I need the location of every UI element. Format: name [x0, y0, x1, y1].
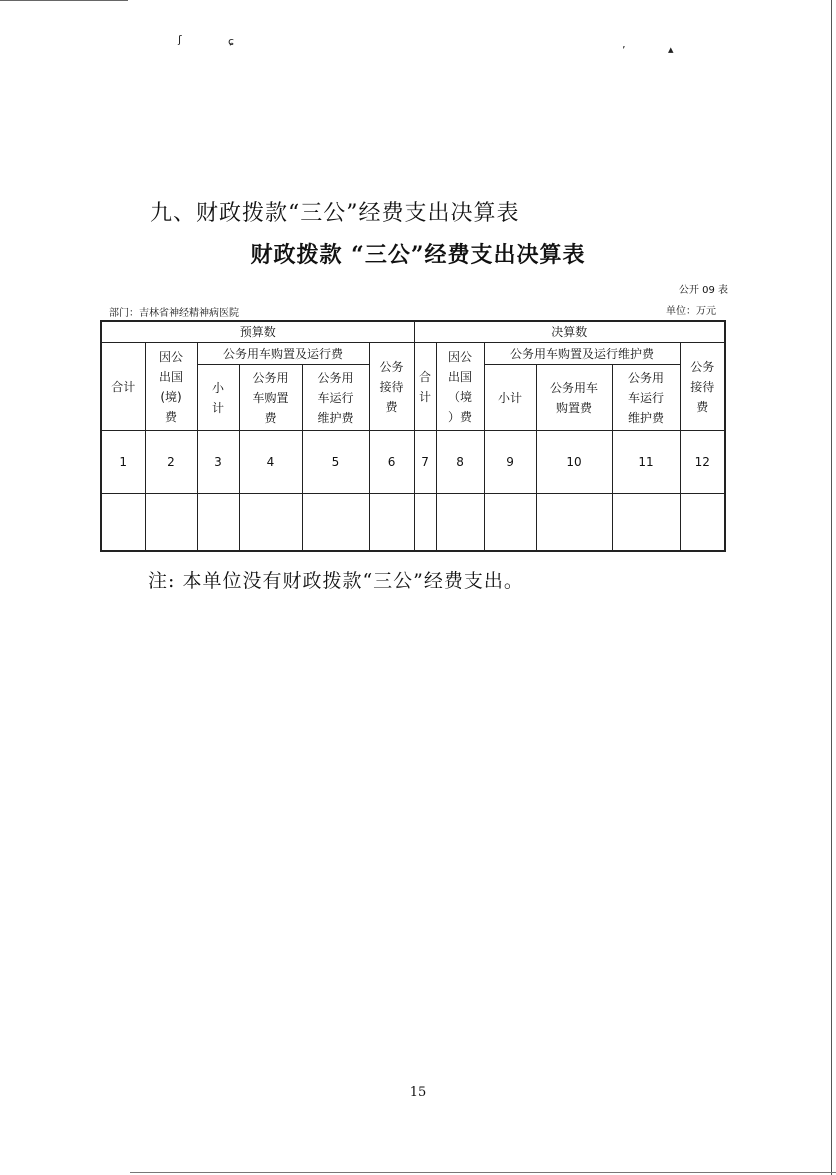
final-reception-header: 公务 接待 费 — [680, 343, 725, 431]
scan-speck: ▴ — [668, 43, 674, 56]
note-text: 注: 本单位没有财政拨款“三公”经费支出。 — [148, 570, 524, 592]
budget-abroad-header: 因公 出国 (境) 费 — [145, 343, 197, 431]
scan-speck: ʼ — [622, 44, 626, 57]
final-purchase-header: 公务用车 购置费 — [536, 365, 612, 431]
scan-speck: ʃ — [178, 33, 182, 46]
budget-subtotal-header: 小 计 — [197, 365, 239, 431]
final-abroad-header: 因公 出国 （境 ）费 — [436, 343, 484, 431]
empty-cell — [680, 494, 725, 552]
three-public-expense-table — [100, 320, 726, 552]
column-number-row — [101, 431, 725, 494]
budget-purchase-header: 公务用 车购置 费 — [239, 365, 302, 431]
final-total-header: 合 计 — [414, 343, 436, 431]
empty-cell — [484, 494, 536, 552]
empty-cell — [536, 494, 612, 552]
header-row-2 — [101, 343, 725, 365]
column-number: 12 — [680, 431, 725, 494]
empty-cell — [302, 494, 369, 552]
table-title: 财政拨款 “三公”经费支出决算表 — [250, 242, 586, 268]
unit-label: 单位：万元 — [666, 306, 716, 317]
final-vehicle-group-header: 公务用车购置及运行维护费 — [484, 343, 680, 365]
empty-cell — [101, 494, 145, 552]
budget-header: 预算数 — [101, 321, 414, 343]
column-number: 6 — [369, 431, 414, 494]
empty-cell — [369, 494, 414, 552]
empty-cell — [145, 494, 197, 552]
header-row-1 — [101, 321, 725, 343]
final-header: 决算数 — [414, 321, 725, 343]
column-number: 8 — [436, 431, 484, 494]
column-number: 10 — [536, 431, 612, 494]
column-number: 5 — [302, 431, 369, 494]
final-subtotal-header: 小计 — [484, 365, 536, 431]
empty-cell — [612, 494, 680, 552]
section-title: 九、财政拨款“三公”经费支出决算表 — [150, 201, 520, 226]
budget-vehicle-group-header: 公务用车购置及运行费 — [197, 343, 369, 365]
column-number: 1 — [101, 431, 145, 494]
page-number: 15 — [409, 1085, 427, 1100]
empty-cell — [239, 494, 302, 552]
empty-cell — [436, 494, 484, 552]
budget-reception-header: 公务 接待 费 — [369, 343, 414, 431]
empty-cell — [414, 494, 436, 552]
budget-total-header: 合计 — [101, 343, 145, 431]
empty-data-row — [101, 494, 725, 552]
empty-cell — [197, 494, 239, 552]
column-number: 7 — [414, 431, 436, 494]
department-label: 部门：吉林省神经精神病医院 — [109, 308, 239, 319]
scan-speck: ɕ — [228, 35, 235, 48]
budget-operation-header: 公务用 车运行 维护费 — [302, 365, 369, 431]
column-number: 11 — [612, 431, 680, 494]
column-number: 4 — [239, 431, 302, 494]
scan-edge-bottom — [130, 1172, 836, 1173]
column-number: 9 — [484, 431, 536, 494]
scan-edge-right — [831, 0, 832, 1175]
final-operation-header: 公务用 车运行 维护费 — [612, 365, 680, 431]
column-number: 3 — [197, 431, 239, 494]
scan-edge-top — [0, 0, 128, 1]
form-code: 公开 09 表 — [678, 285, 728, 296]
column-number: 2 — [145, 431, 197, 494]
